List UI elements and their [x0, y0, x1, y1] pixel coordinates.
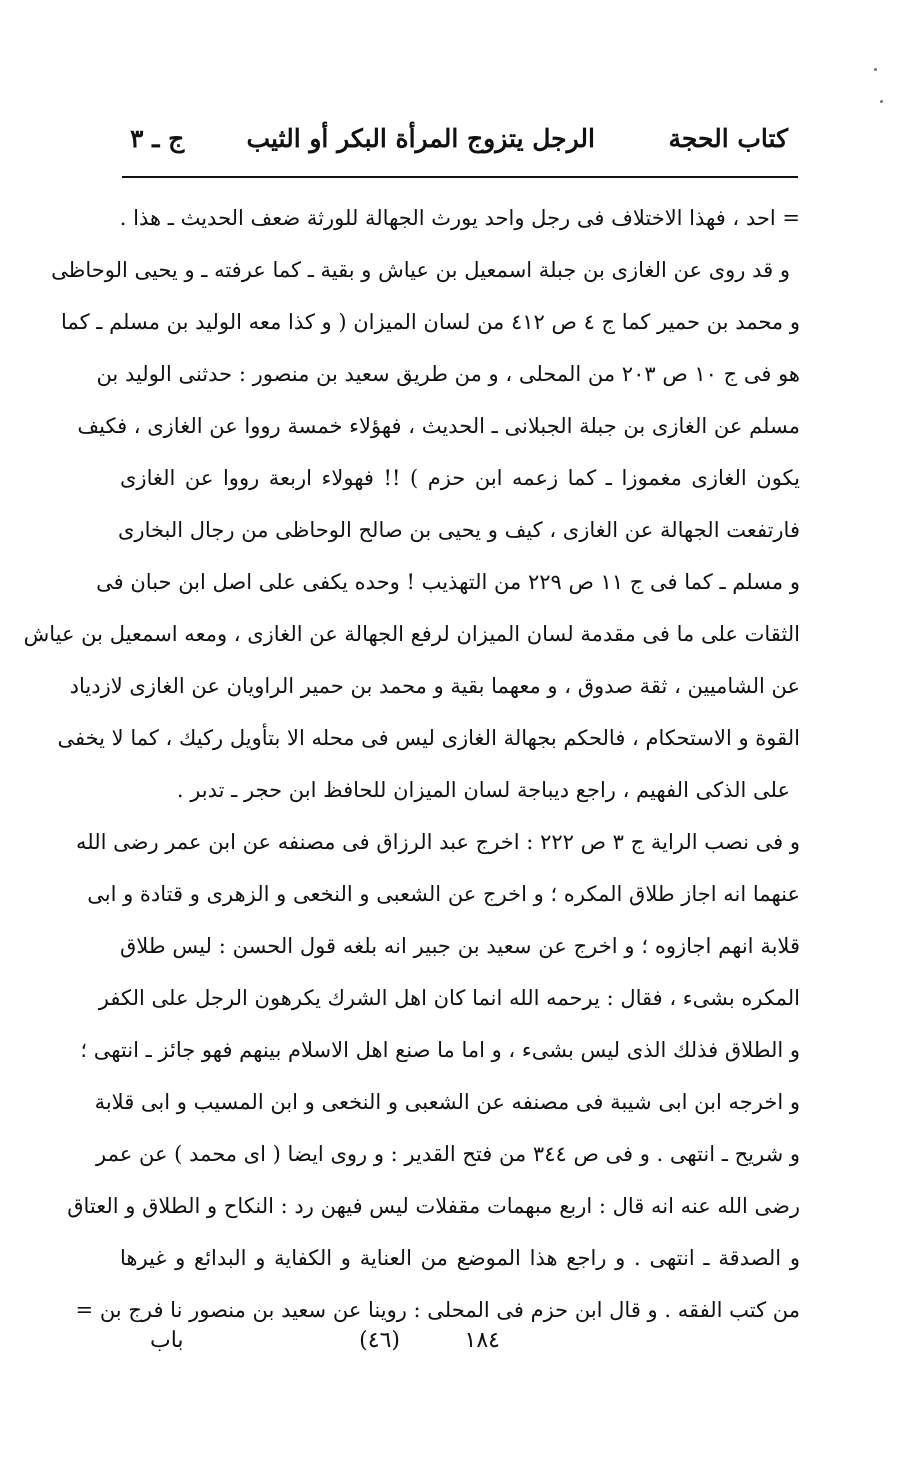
text-line: و مسلم ـ كما فى ج ١١ ص ٢٢٩ من التهذيب ! وحده يكفى على اصل ابن حبان فى: [96, 570, 800, 594]
text-line: قلابة انهم اجازوه ؛ و اخرج عن سعيد بن جبير انه بلغه قول الحسن : ليس طلاق: [120, 934, 800, 958]
text-line: و شريح ـ انتهى . و فى ص ٣٤٤ من فتح القدير : و روى ايضا ( اى محمد ) عن عمر: [96, 1142, 800, 1166]
text-line: فارتفعت الجهالة عن الغازى ، كيف و يحيى بن صالح الوحاظى من رجال البخارى: [118, 518, 800, 542]
catchword: باب: [150, 1328, 184, 1353]
book-title: كتاب الحجة: [668, 124, 788, 153]
text-line: و قد روى عن الغازى بن جبلة اسمعيل بن عياش و بقية ـ كما عرفته ـ و يحيى الوحاظى: [51, 258, 790, 282]
text-line: و محمد بن حمير كما ج ٤ ص ٤١٢ من لسان الميزان ( و كذا معه الوليد بن مسلم ـ كما: [61, 310, 800, 334]
text-line: الثقات على ما فى مقدمة لسان الميزان لرفع الجهالة عن الغازى ، ومعه اسمعيل بن عياش: [23, 622, 800, 646]
text-line: من كتب الفقه . و قال ابن حزم فى المحلى : روينا عن سعيد بن منصور نا فرج بن =: [75, 1298, 800, 1322]
text-line: على الذكى الفهيم ، راجع ديباجة لسان الميزان للحافظ ابن حجر ـ تدبر .: [176, 778, 790, 802]
page-footer: [120, 1322, 800, 1362]
scan-speck: [874, 68, 877, 71]
text-line: عنهما انه اجاز طلاق المكره ؛ و اخرج عن الشعبى و النخعى و الزهرى و قتادة و ابى: [87, 882, 800, 906]
text-line: يكون الغازى مغموزا ـ كما زعمه ابن حزم ) !! فهولاء اربعة رووا عن الغازى: [120, 466, 800, 490]
text-line: = احد ، فهذا الاختلاف فى رجل واحد يورث الجهالة للورثة ضعف الحديث ـ هذا .: [119, 206, 800, 230]
text-line: رضى الله عنه انه قال : اربع مبهمات مقفلات ليس فيهن رد : النكاح و الطلاق و العتاق: [67, 1194, 800, 1218]
running-header: [120, 116, 800, 166]
chapter-title: الرجل يتزوج المرأة البكر أو الثيب: [246, 124, 595, 153]
volume-label: ج ـ ٣: [130, 124, 185, 153]
text-line: عن الشاميين ، ثقة صدوق ، و معهما بقية و محمد بن حمير الراويان عن الغازى لازدياد: [69, 674, 800, 698]
text-line: المكره بشىء ، فقال : يرحمه الله انما كان اهل الشرك يكرهون الرجل على الكفر: [98, 986, 800, 1010]
text-line: القوة و الاستحكام ، فالحكم بجهالة الغازى ليس فى محله الا بتأويل ركيك ، كما لا يخفى: [57, 726, 800, 750]
text-line: و الطلاق فذلك الذى ليس بشىء ، و اما ما صنع اهل الاسلام بينهم فهو جائز ـ انتهى ؛: [80, 1038, 800, 1062]
body-text: [23, 192, 800, 1336]
text-line: و فى نصب الراية ج ٣ ص ٢٢٢ : اخرج عبد الرزاق فى مصنفه عن ابن عمر رضى الله: [76, 830, 800, 854]
text-line: و الصدقة ـ انتهى . و راجع هذا الموضع من العناية و الكفاية و البدائع و غيرها: [120, 1246, 800, 1270]
header-rule: [122, 176, 798, 178]
scan-speck: [880, 100, 883, 103]
bracket-number: (٤٦): [359, 1328, 400, 1353]
text-line: هو فى ج ١٠ ص ٢٠٣ من المحلى ، و من طريق سعيد بن منصور : حدثنى الوليد بن: [96, 362, 800, 386]
page-number: ١٨٤: [464, 1328, 500, 1353]
text-line: مسلم عن الغازى بن جبلة الجبلانى ـ الحديث ، فهؤلاء خمسة رووا عن الغازى ، فكيف: [77, 414, 800, 438]
text-line: و اخرجه ابن ابى شيبة فى مصنفه عن الشعبى و النخعى و ابن المسيب و ابى قلابة: [94, 1090, 800, 1114]
